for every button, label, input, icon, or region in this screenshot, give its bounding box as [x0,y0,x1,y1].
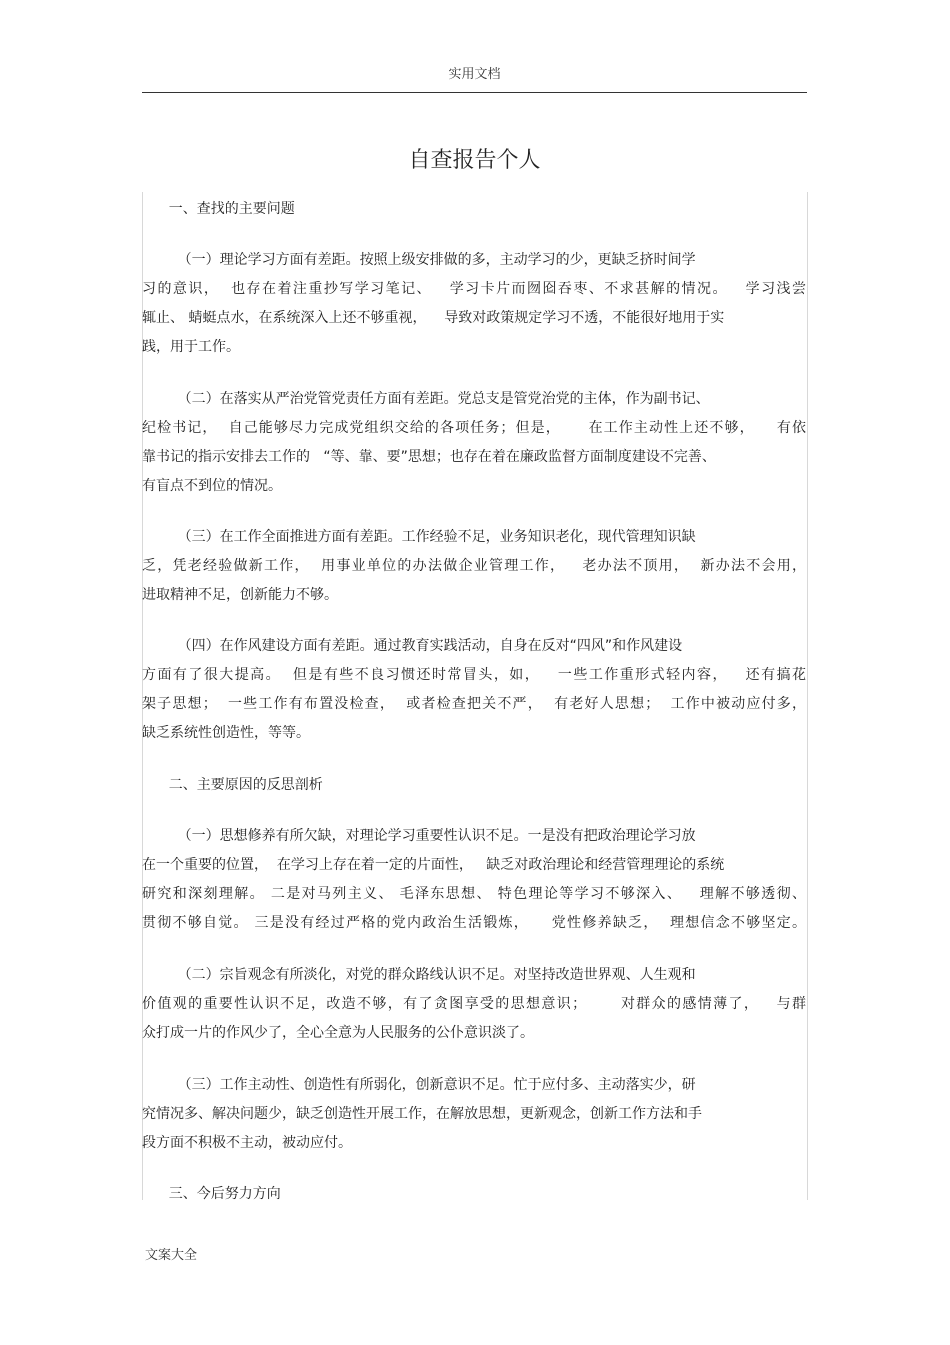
paragraph-line: （一）思想修养有所欠缺，对理论学习重要性认识不足。一是没有把政治理论学习放 [142,828,696,844]
paragraph-line: 靠书记的指示安排去工作的 “等、靠、要”思想；也存在着在廉政监督方面制度建设不完善、 [142,449,716,465]
paragraph-line: 架子思想； 一些工作有布置没检查， 或者检查把关不严， 有老好人思想； 工作中被动应付多， [142,696,806,712]
paragraph-line: 段方面不积极不主动，被动应付。 [142,1135,352,1151]
paragraph-line: （二）在落实从严治党管党责任方面有差距。党总支是管党治党的主体，作为副书记、 [142,391,710,407]
page-footer [145,1247,197,1265]
paragraph-line: 辄止、 蜻蜓点水，在系统深入上还不够重视， 导致对政策规定学习不透，不能很好地用于实 [142,310,725,326]
paragraph-line: 缺乏系统性创造性，等等。 [142,725,310,741]
header-text: 实用文档 [448,67,501,82]
paragraph-line: 进取精神不足，创新能力不够。 [142,587,338,603]
paragraph-line: 二、主要原因的反思剖析 [142,777,323,793]
paragraph-line: 究情况多、解决问题少，缺乏创造性开展工作，在解放思想，更新观念，创新工作方法和手 [142,1106,702,1122]
paragraph-line: 习的意识， 也存在着注重抄写学习笔记、 学习卡片而囫囵吞枣、不求甚解的情况。 学习浅尝 [142,281,806,297]
page-header [142,66,807,93]
footer-text: 文案大全 [145,1248,198,1263]
paragraph-line: （三）工作主动性、创造性有所弱化，创新意识不足。忙于应付多、主动落实少，研 [142,1077,696,1093]
paragraph-line: 三、今后努力方向 [142,1186,281,1202]
paragraph-line: （四）在作风建设方面有差距。通过教育实践活动，自身在反对“四风”和作风建设 [142,638,683,654]
paragraph-line: （三）在工作全面推进方面有差距。工作经验不足，业务知识老化，现代管理知识缺 [142,529,696,545]
paragraph-line: 乏，凭老经验做新工作， 用事业单位的办法做企业管理工作， 老办法不顶用， 新办法不会用， [142,558,806,574]
paragraph-line: 众打成一片的作风少了，全心全意为人民服务的公仆意识淡了。 [142,1025,534,1041]
paragraph-line: 在一个重要的位置， 在学习上存在着一定的片面性， 缺乏对政治理论和经营管理理论的系统 [142,857,725,873]
paragraph-line: 纪检书记， 自己能够尽力完成党组织交给的各项任务；但是， 在工作主动性上还不够， 有依 [142,420,806,436]
document-title: 自查报告个人 [408,148,541,173]
paragraph-line: 价值观的重要性认识不足，改造不够，有了贪图享受的思想意识； 对群众的感情薄了， 与群 [142,996,806,1012]
paragraph-line: 贯彻不够自觉。 三是没有经过严格的党内政治生活锻炼， 党性修养缺乏， 理想信念不够坚定。 [142,915,806,931]
paragraph-line: （一）理论学习方面有差距。按照上级安排做的多，主动学习的少，更缺乏挤时间学 [142,252,696,268]
paragraph-line: （二）宗旨观念有所淡化，对党的群众路线认识不足。对坚持改造世界观、人生观和 [142,967,696,983]
paragraph-line: 践，用于工作。 [142,339,240,355]
paragraph-line: 方面有了很大提高。 但是有些不良习惯还时常冒头，如， 一些工作重形式轻内容， 还有搞花 [142,667,806,683]
paragraph-line: 研究和深刻理解。 二是对马列主义、 毛泽东思想、 特色理论等学习不够深入、 理解不够透彻、 [142,886,806,902]
paragraph-line: 一、查找的主要问题 [142,201,295,217]
paragraph-line: 有盲点不到位的情况。 [142,478,282,494]
